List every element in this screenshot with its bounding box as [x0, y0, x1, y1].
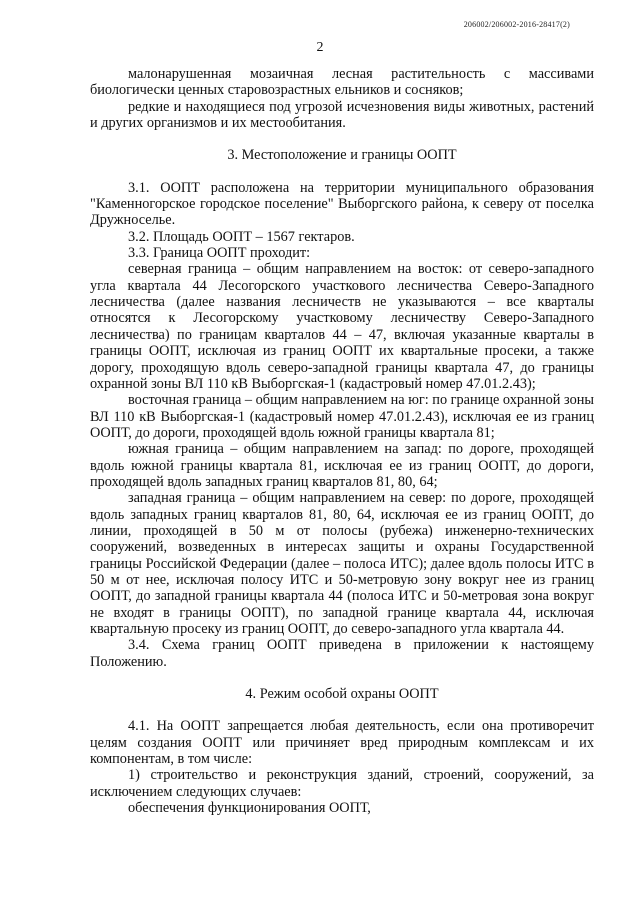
paragraph: 3.3. Граница ООПТ проходит:: [128, 245, 311, 262]
document-id: 206002/206002-2016-28417(2): [463, 20, 570, 29]
paragraph-south-border: южная граница – общим направлением на запад: по дороге, проходящей вдоль южной границы квартала 81, исключая ее из границ ООПТ, до дороги, проходящей вдоль западных границ кварталов 81, 80, 64;: [90, 441, 594, 490]
section-heading-3: 3. Местоположение и границы ООПТ: [227, 147, 457, 164]
paragraph: 4.1. На ООПТ запрещается любая деятельность, если она противоречит целям создания ООПТ или причиняет вред природным комплексам и их компонентам, в том числе:: [90, 718, 594, 768]
paragraph: 1) строительство и реконструкция зданий, строений, сооружений, за исключением следующих случаев:: [90, 767, 594, 800]
paragraph-north-border: северная граница – общим направлением на восток: от северо-западного угла квартала 44 Лесогорского участкового лесничества Северо-Западного лесничества (далее названия лесничеств не указываются – все кварталы относятся к Лесогорскому участковому лесничеству Северо-Западного лесничества) по границам кварталов 44 – 47, включая указанные кварталы в границы ООПТ, исключая из границ ООПТ их квартальные просеки, а также дорогу, проходящую вдоль северо-западной границы квартала 47, до границы охранной зоны ВЛ 110 кВ Выборгская-1 (кадастровый номер 47.01.2.43);: [90, 261, 594, 392]
paragraph-west-border: западная граница – общим направлением на север: по дороге, проходящей вдоль западных границ кварталов 81, 80, 64, исключая ее из границ ООПТ, до линии, проходящей в 50 м от полосы (рубежа) инженерно-технических сооружений, возведенных в интересах защиты и охраны Государственной границы Российской Федерации (далее – полоса ИТС); далее вдоль полосы ИТС в 50 м от нее, исключая полосу ИТС и 50-метровую зону вокруг нее из границ ООПТ, до западной границы квартала 44 (полоса ИТС и 50-метровая зона вокруг не входят в границы ООПТ), по западной границе квартала 44, исключая квартальную просеку из границ ООПТ, до северо-западного угла квартала 44.: [90, 490, 594, 637]
page-number: 2: [316, 40, 324, 55]
paragraph: 3.2. Площадь ООПТ – 1567 гектаров.: [128, 228, 355, 245]
paragraph: редкие и находящиеся под угрозой исчезновения виды животных, растений и других организмов и их местообитания.: [90, 98, 594, 132]
section-heading-4: 4. Режим особой охраны ООПТ: [245, 686, 439, 703]
paragraph: 3.1. ООПТ расположена на территории муниципального образования "Каменногорское городское поселение" Выборгского района, к северу от поселка Дружноселье.: [90, 179, 594, 229]
paragraph-east-border: восточная граница – общим направлением на юг: по границе охранной зоны ВЛ 110 кВ Выборгская-1 (кадастровый номер 47.01.2.43), исключая ее из границ ООПТ, до дороги, проходящей вдоль южной границы квартала 81;: [90, 392, 594, 441]
paragraph: обеспечения функционирования ООПТ,: [128, 800, 371, 817]
paragraph: 3.4. Схема границ ООПТ приведена в приложении к настоящему Положению.: [90, 637, 594, 670]
document-body: [90, 66, 594, 816]
paragraph: малонарушенная мозаичная лесная растительность с массивами биологически ценных старовозрастных ельников и сосняков;: [90, 66, 594, 99]
